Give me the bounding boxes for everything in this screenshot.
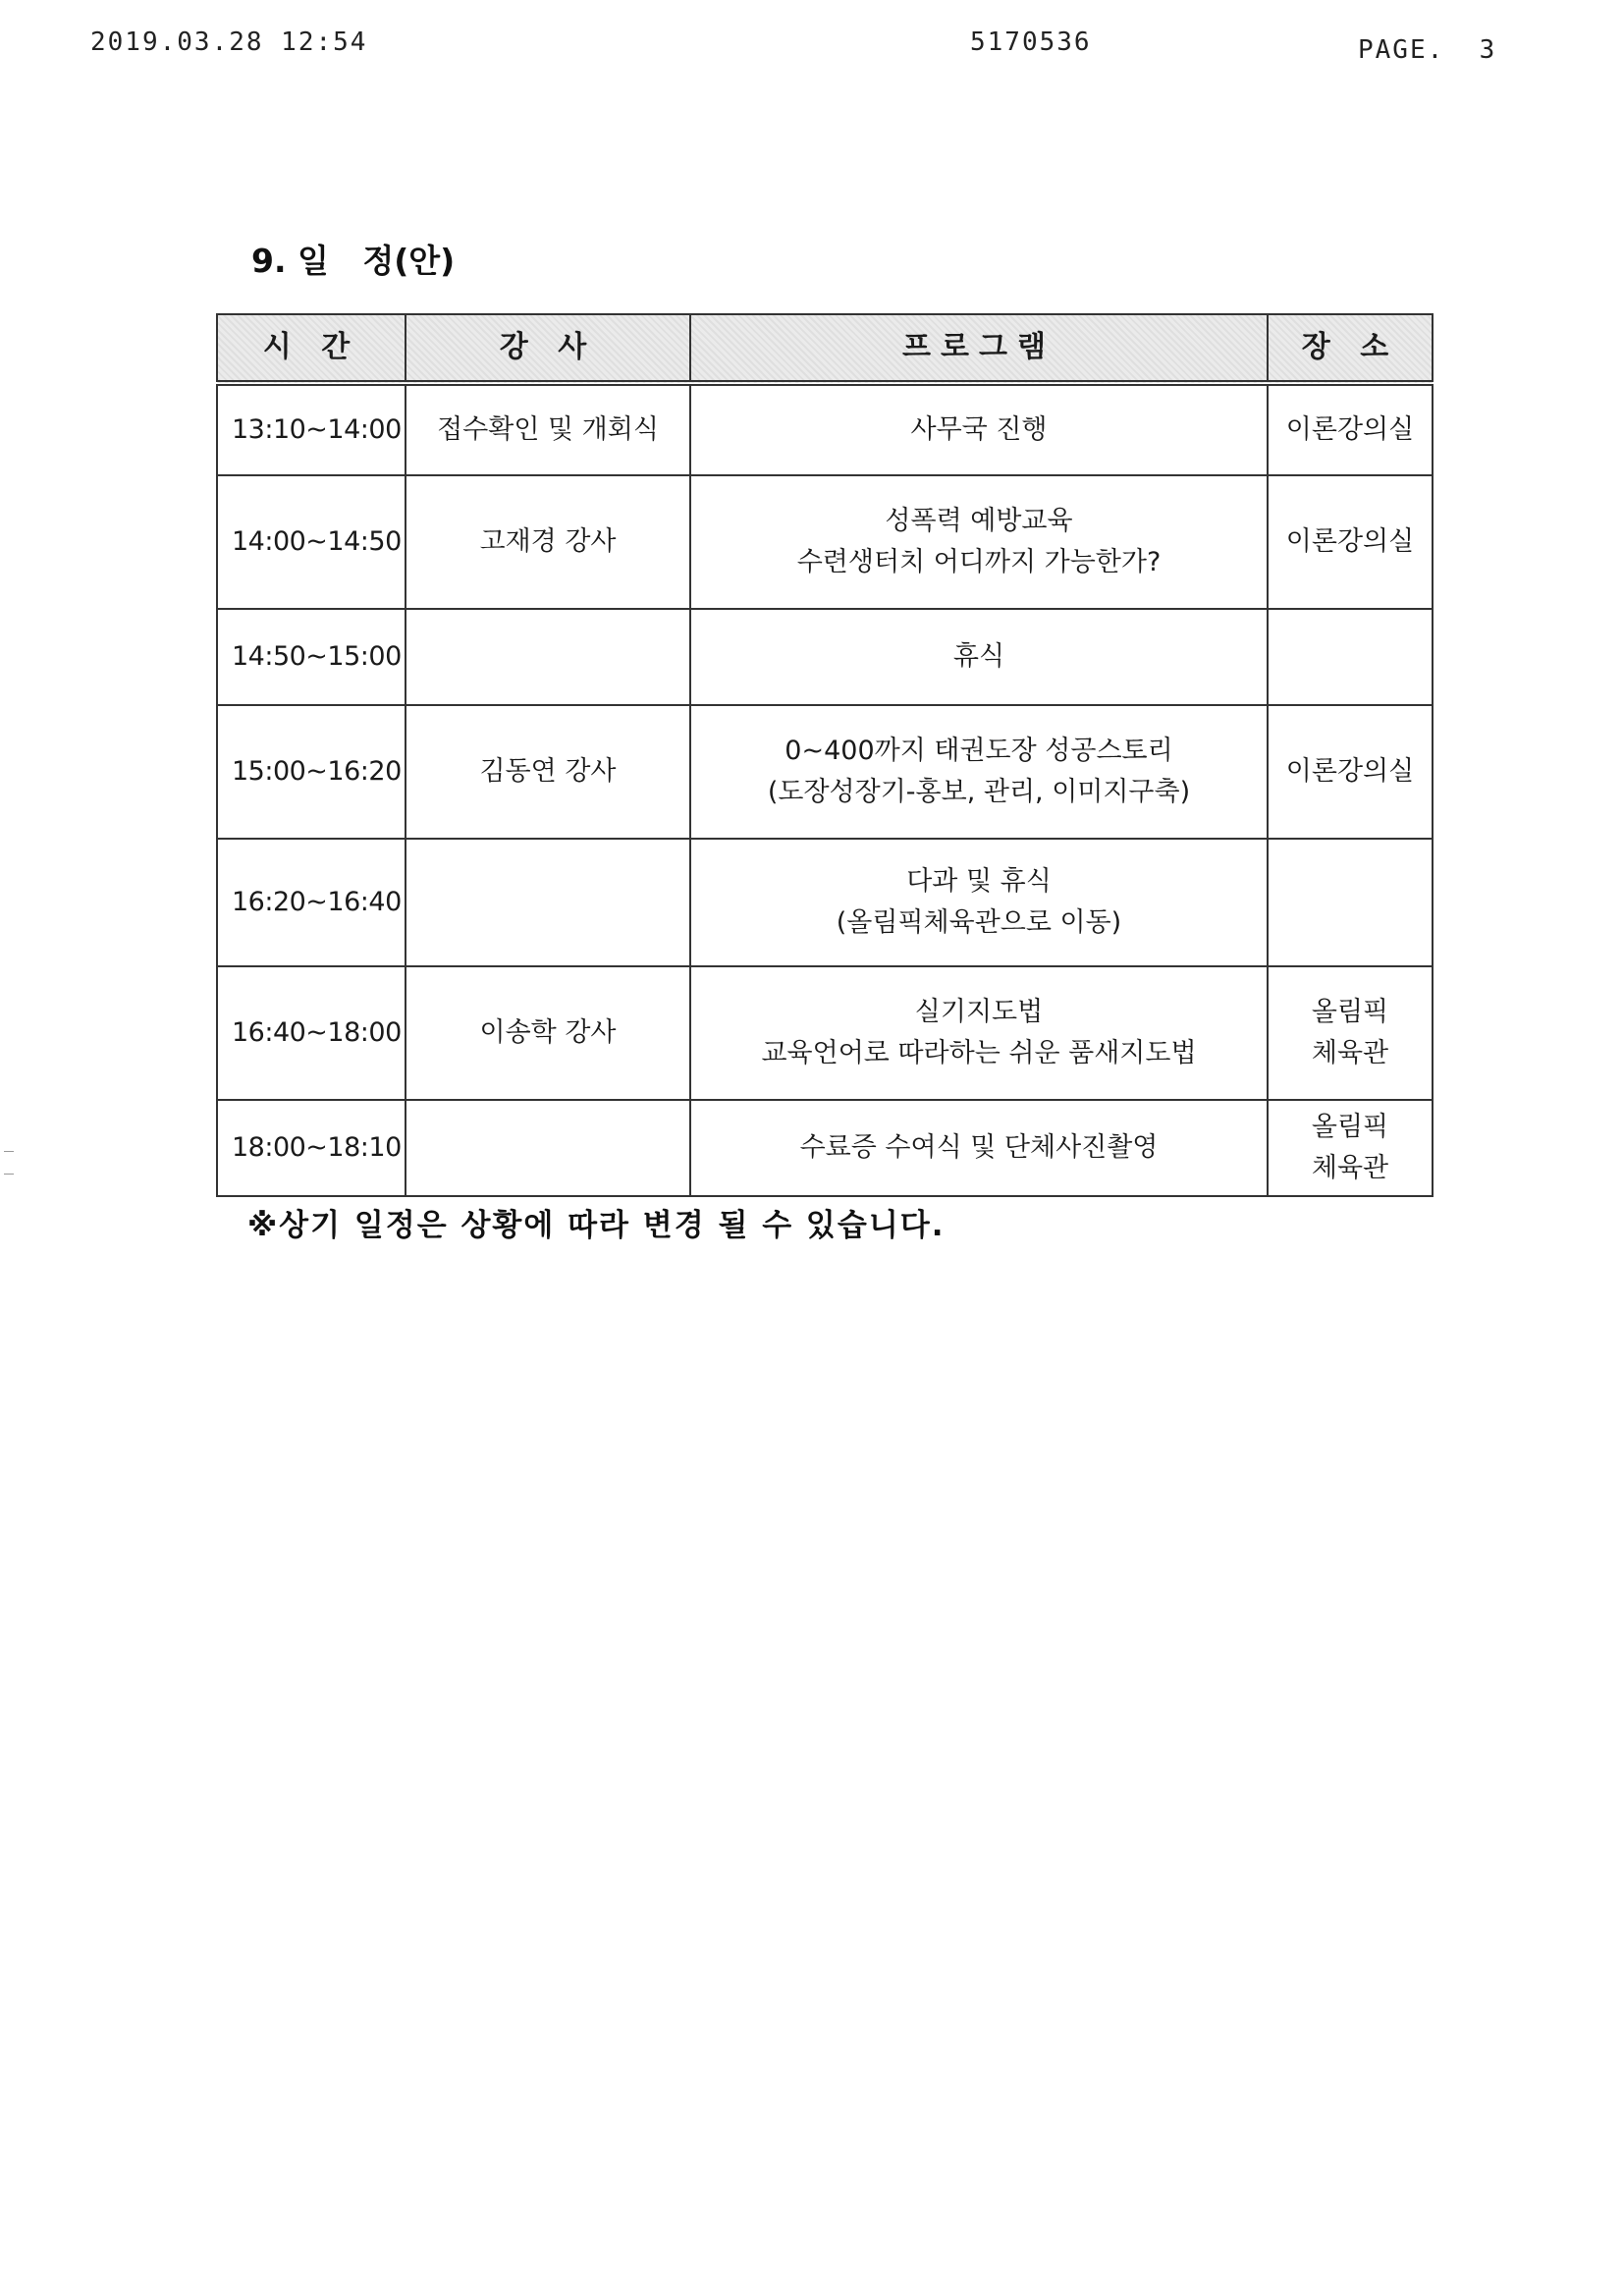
cell-lecturer: 고재경 강사 [406,475,690,609]
program-line: 수료증 수여식 및 단체사진촬영 [799,1132,1159,1163]
fax-datetime: 2019.03.28 12:54 [90,27,368,57]
program-line: 휴식 [952,641,1005,672]
cell-lecturer: 김동연 강사 [406,705,690,839]
cell-time: 14:00~14:50 [217,475,406,609]
table-row [217,475,1433,609]
cell-place [1268,475,1433,609]
scan-edge-mark [4,1174,14,1175]
place-line: 올림픽 [1311,997,1389,1027]
place-line: 이론강의실 [1285,526,1415,557]
cell-time: 18:00~18:10 [217,1100,406,1196]
program-line: 실기지도법 [914,997,1044,1027]
scan-edge-mark [4,1151,14,1152]
cell-time: 16:20~16:40 [217,839,406,966]
place-line: 이론강의실 [1285,756,1415,787]
program-line: 교육언어로 따라하는 쉬운 품새지도법 [761,1038,1197,1068]
cell-program [690,1100,1268,1196]
table-row [217,1100,1433,1196]
cell-lecturer [406,609,690,705]
table-row [217,383,1433,475]
cell-program [690,609,1268,705]
fax-number: 5170536 [970,27,1092,57]
cell-lecturer: 접수확인 및 개회식 [406,383,690,475]
program-line: 0~400까지 태권도장 성공스토리 [784,736,1173,766]
place-line: 올림픽 [1311,1112,1389,1142]
fax-page-indicator [1358,35,1496,65]
cell-time: 16:40~18:00 [217,966,406,1100]
fax-page-number: 3 [1479,35,1497,65]
table-row [217,609,1433,705]
cell-place [1268,1100,1433,1196]
cell-place [1268,609,1433,705]
cell-program [690,966,1268,1100]
cell-time: 15:00~16:20 [217,705,406,839]
place-line: 체육관 [1311,1038,1389,1068]
program-line: 수련생터치 어디까지 가능한가? [796,547,1162,577]
program-line: (도장성장기-홍보, 관리, 이미지구축) [767,777,1191,807]
place-line: 이론강의실 [1285,414,1415,445]
cell-place [1268,705,1433,839]
cell-place [1268,966,1433,1100]
schedule-note: ※상기 일정은 상황에 따라 변경 될 수 있습니다. [247,1208,946,1243]
table-row [217,705,1433,839]
header-place: 장 소 [1268,314,1433,383]
cell-place [1268,839,1433,966]
cell-program [690,475,1268,609]
header-lecturer: 강 사 [406,314,690,383]
table-row [217,839,1433,966]
cell-time: 14:50~15:00 [217,609,406,705]
header-time: 시 간 [217,314,406,383]
program-line: 다과 및 휴식 [906,866,1052,897]
cell-program [690,383,1268,475]
place-line: 체육관 [1311,1153,1389,1183]
program-line: 성폭력 예방교육 [885,506,1073,536]
table-header-row [217,314,1433,383]
cell-lecturer: 이송학 강사 [406,966,690,1100]
cell-time: 13:10~14:00 [217,383,406,475]
table-row [217,966,1433,1100]
schedule-table [216,313,1434,1197]
cell-program [690,705,1268,839]
header-program: 프로그램 [690,314,1268,383]
cell-lecturer [406,1100,690,1196]
cell-program [690,839,1268,966]
cell-place [1268,383,1433,475]
program-line: 사무국 진행 [910,414,1048,445]
cell-lecturer [406,839,690,966]
program-line: (올림픽체육관으로 이동) [836,907,1122,938]
fax-page-label: PAGE. [1358,35,1445,65]
section-title: 9. 일 정(안) [251,242,456,280]
